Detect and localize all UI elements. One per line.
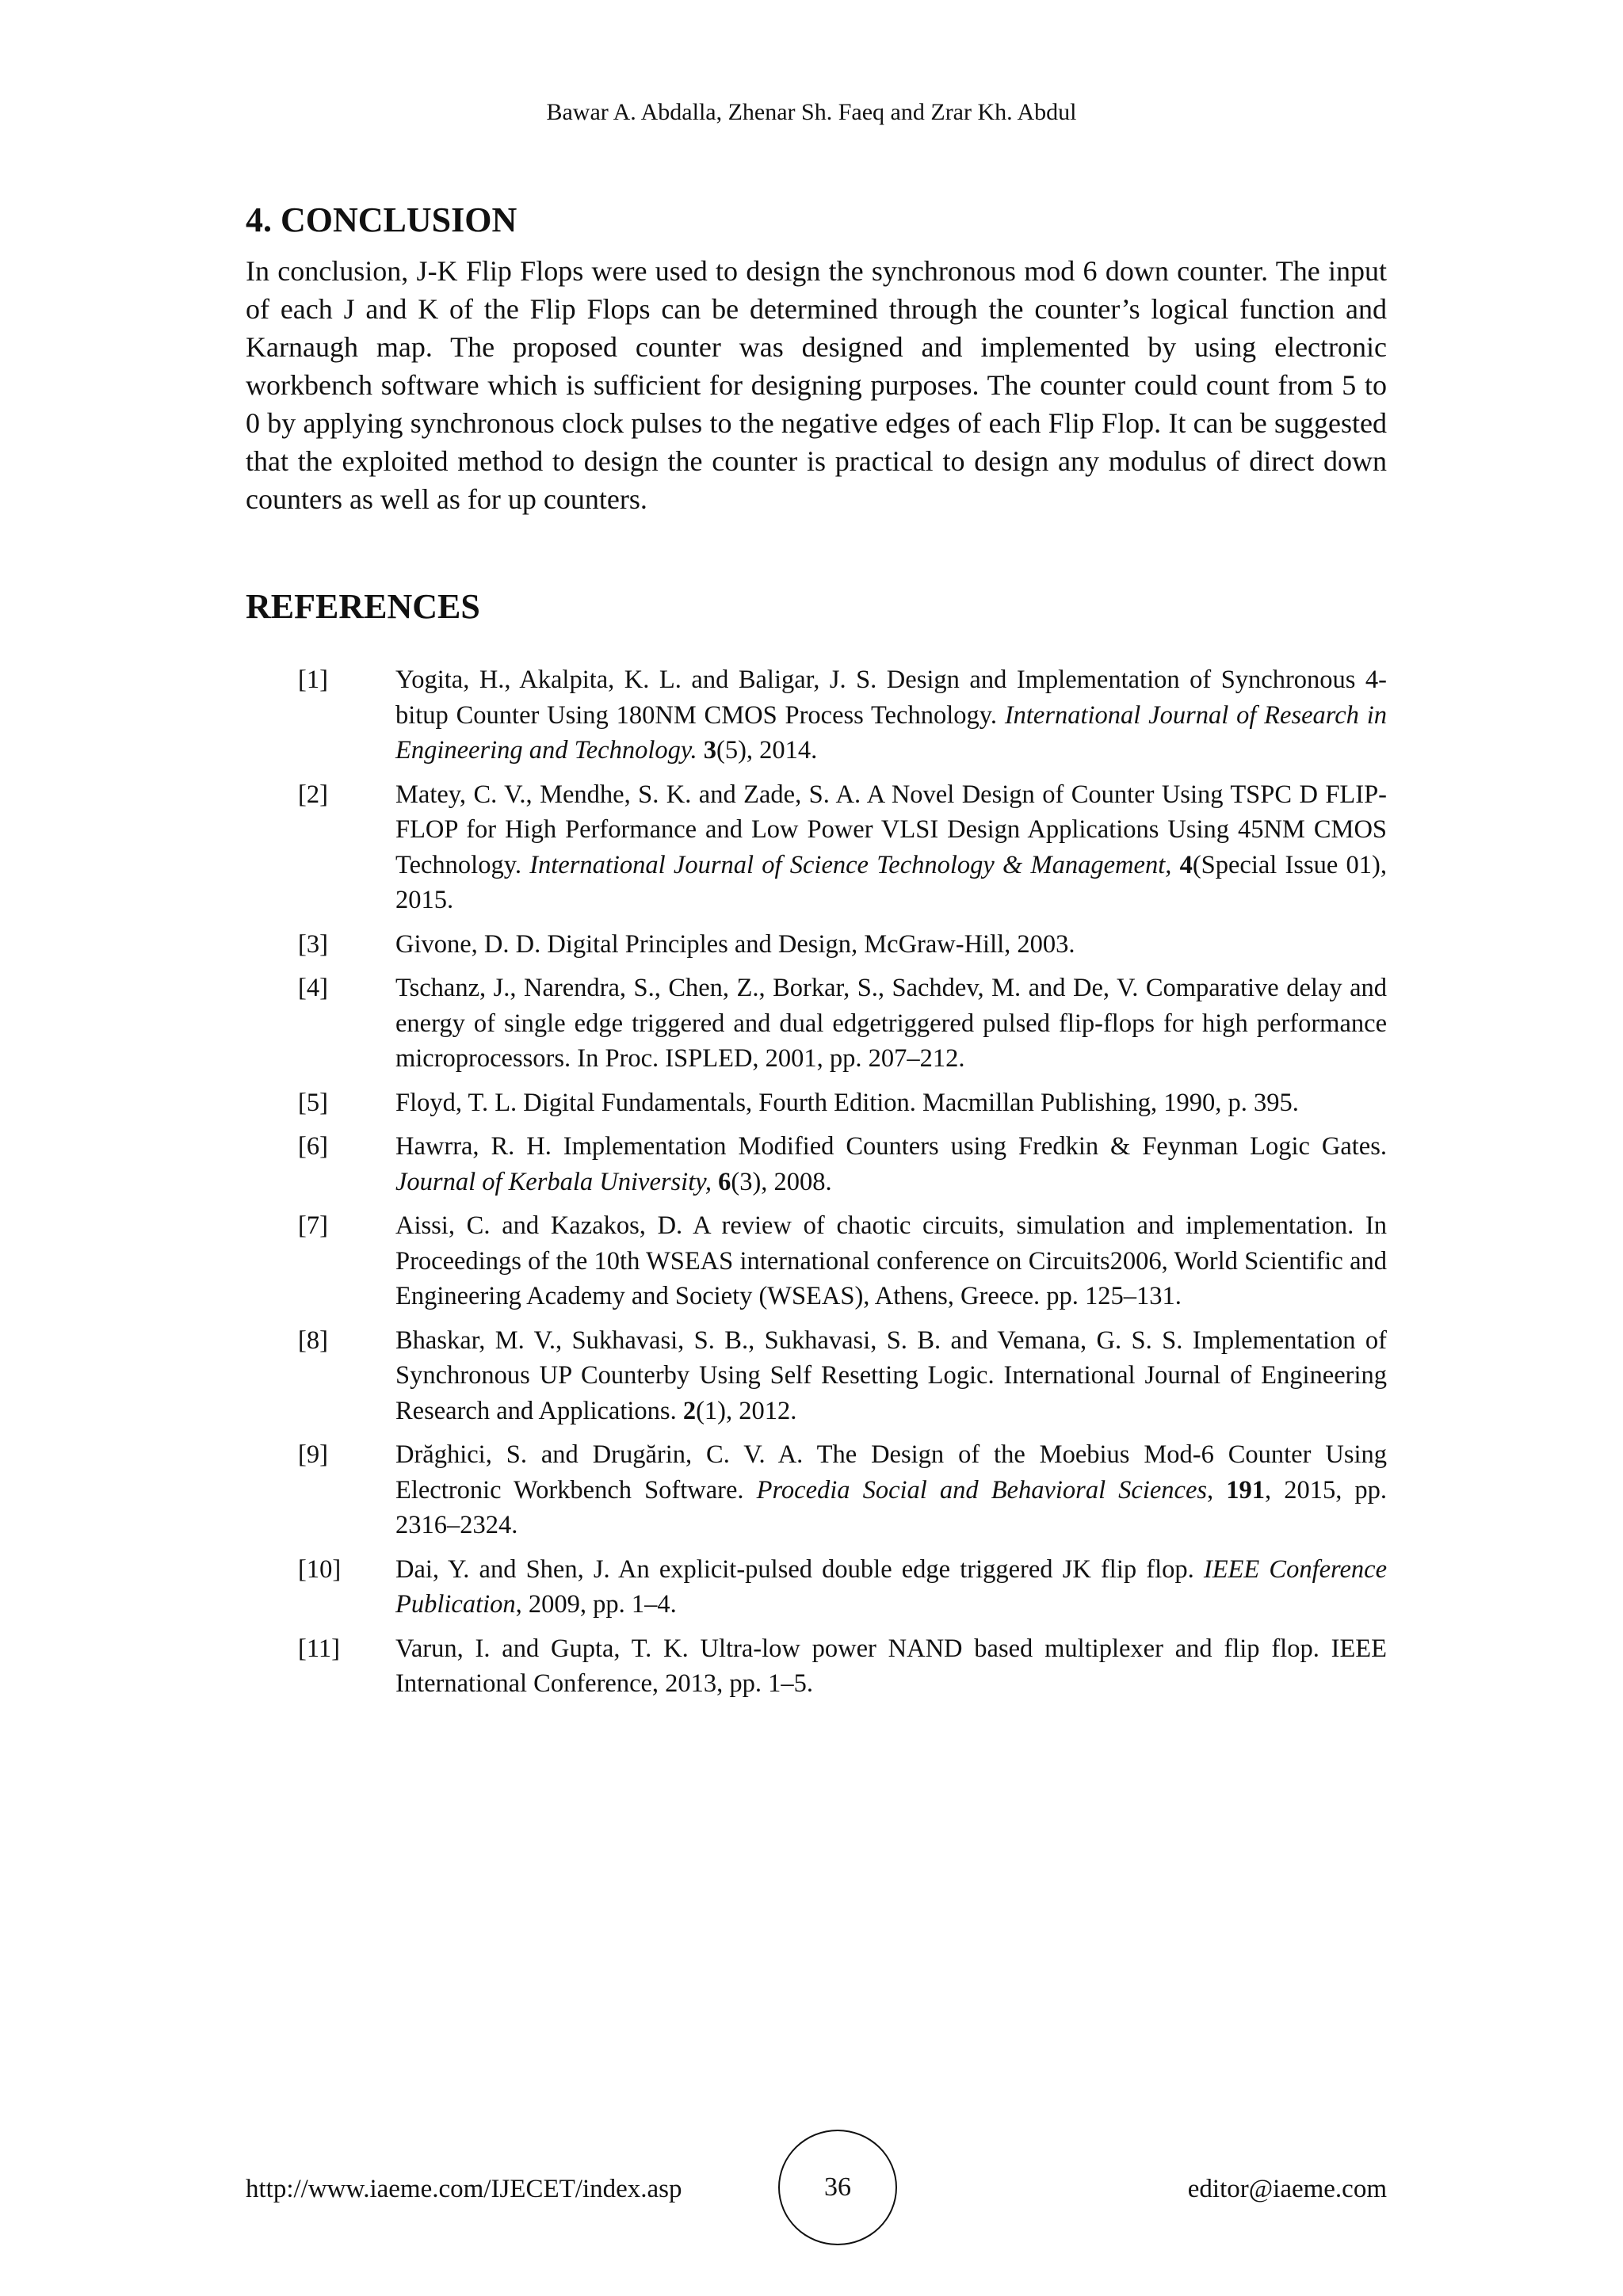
reference-text-segment: [1171, 851, 1179, 879]
reference-text-segment: Procedia Social and Behavioral Sciences: [756, 1475, 1208, 1505]
reference-text: [395, 1323, 1387, 1429]
reference-text-segment: Journal of Kerbala University,: [395, 1167, 712, 1196]
conclusion-paragraph: In conclusion, J-K Flip Flops were used to design the synchronous mod 6 down counter. The input of each J and K of the Flip Flops can be determined through the counter’s logical function and Karnaugh map. The proposed counter was designed and implemented by using electronic workbench software which is sufficient for designing purposes. The counter could count from 5 to 0 by applying synchronous clock pulses to the negative edges of each Flip Flop. It can be suggested that the exploited method to design the counter is practical to design any modulus of direct down counters as well as for up counters.: [246, 255, 1387, 515]
reference-text: [395, 927, 1387, 963]
page-number: 36: [778, 2130, 897, 2245]
reference-text-segment: IEEE Conference Publication: [395, 1554, 1387, 1619]
reference-number: [4]: [298, 974, 328, 1002]
reference-item: [246, 1323, 1387, 1429]
reference-item: [246, 1437, 1387, 1543]
reference-item: [246, 927, 1387, 963]
running-header: Bawar A. Abdalla, Zhenar Sh. Faeq and Zrar Kh. Abdul: [546, 99, 1077, 125]
reference-text: [395, 662, 1387, 769]
reference-text-segment: International Journal of Science Technology & Management,: [529, 850, 1172, 879]
reference-number: [1]: [298, 666, 328, 694]
reference-number: [11]: [298, 1634, 340, 1663]
reference-text: [395, 971, 1387, 1077]
reference-text-segment: Givone, D. D. Digital Principles and Design: [395, 929, 851, 959]
reference-item: [246, 662, 1387, 769]
reference-item: [246, 1631, 1387, 1702]
reference-text-segment: Tschanz, J., Narendra, S., Chen, Z., Borkar, S., Sachdev, M. and De, V. Comparative delay and energy of single edge triggered and dual edgetriggered pulsed flip-flops for high performance microprocessors. In Proc. ISPLED, 2001, pp. 207–212.: [395, 974, 1387, 1073]
reference-text: [395, 1085, 1387, 1121]
reference-text-segment: Bhaskar, M. V., Sukhavasi, S. B., Sukhavasi, S. B. and Vemana, G. S. S. Implementation of Synchronous UP Counterby Using Self Resetting Logic. International Journal of Engineering Research and Applications.: [395, 1325, 1387, 1425]
reference-text-segment: 3: [703, 736, 717, 765]
reference-item: [246, 1085, 1387, 1121]
reference-text: [395, 1552, 1387, 1623]
reference-number: [10]: [298, 1554, 342, 1584]
reference-text-segment: Aissi, C. and Kazakos, D. A review of chaotic circuits, simulation and implementation. In Proceedings of the 10th WSEAS international conference on Circuits2006, World Scientific and Engineering Academy and Society (WSEAS), Athens, Greece. pp. 125–131.: [395, 1211, 1387, 1310]
reference-number: [2]: [298, 780, 328, 809]
reference-text-segment: 2: [682, 1396, 697, 1425]
conclusion-heading: 4. CONCLUSION: [246, 200, 517, 239]
reference-text: [395, 777, 1387, 918]
reference-text: [395, 1208, 1387, 1314]
references-heading: REFERENCES: [246, 587, 480, 626]
reference-text-segment: Floyd, T. L. Digital Fundamentals, Fourth Edition. Macmillan Publishing, 1990, p. 395.: [395, 1088, 1299, 1117]
reference-text-segment: (5), 2014.: [716, 736, 818, 765]
reference-text: [395, 1437, 1387, 1543]
reference-number: [8]: [298, 1325, 328, 1355]
reference-text-segment: 6: [718, 1167, 731, 1196]
reference-text-segment: , 2009, pp. 1–4.: [515, 1590, 677, 1619]
reference-text-segment: McGraw-Hill, 2003.: [857, 929, 1075, 959]
footer-email-link[interactable]: editor@iaeme.com: [1187, 2175, 1387, 2203]
reference-item: [246, 777, 1387, 918]
reference-item: [246, 971, 1387, 1077]
reference-text-segment: (Special Issue 01), 2015.: [395, 850, 1387, 914]
reference-text-segment: [697, 736, 704, 765]
reference-number: [7]: [298, 1211, 328, 1240]
reference-text-segment: Dai, Y. and Shen, J. An explicit-pulsed double edge triggered JK flip flop.: [395, 1554, 1204, 1584]
reference-text-segment: ,: [851, 929, 858, 959]
reference-item: [246, 1208, 1387, 1314]
reference-text-segment: 4: [1179, 850, 1193, 879]
footer-url-link[interactable]: http://www.iaeme.com/IJECET/index.asp: [246, 2175, 682, 2203]
reference-text: [395, 1631, 1387, 1702]
reference-text-segment: International Journal of Research in Engineering and Technology.: [395, 700, 1387, 765]
reference-text-segment: (3), 2008.: [731, 1167, 832, 1196]
reference-text-segment: Hawrra, R. H. Implementation Modified Counters using Fredkin & Feynman Logic Gates.: [395, 1132, 1387, 1161]
reference-text: [395, 1129, 1387, 1199]
reference-item: [246, 1129, 1387, 1199]
reference-text-segment: Varun, I. and Gupta, T. K. Ultra-low power NAND based multiplexer and flip flop. IEEE International Conference, 2013, pp. 1–5.: [395, 1634, 1387, 1698]
reference-item: [246, 1552, 1387, 1623]
reference-list: [246, 662, 1387, 1711]
reference-text-segment: 191: [1226, 1475, 1265, 1505]
reference-text-segment: Drăghici, S. and Drugărin, C. V. A. The Design of the Moebius Mod-6 Counter Using Electronic Workbench Software.: [395, 1440, 1387, 1505]
reference-text-segment: Matey, C. V., Mendhe, S. K. and Zade, S. A. A Novel Design of Counter Using TSPC D FLIP-FLOP for High Performance and Low Power VLSI Design Applications Using 45NM CMOS Technology.: [395, 780, 1387, 879]
reference-number: [6]: [298, 1132, 328, 1161]
reference-number: [3]: [298, 929, 328, 959]
reference-text-segment: , 2015, pp. 2316–2324.: [395, 1475, 1388, 1539]
reference-number: [9]: [298, 1440, 328, 1469]
reference-text-segment: Yogita, H., Akalpita, K. L. and Baligar, J. S. Design and Implementation of Synchronous 4-bitup Counter Using 180NM CMOS Process Technology.: [395, 666, 1387, 730]
reference-text-segment: ,: [1207, 1475, 1227, 1505]
reference-text-segment: [712, 1168, 718, 1196]
reference-text-segment: (1), 2012.: [696, 1396, 797, 1425]
reference-number: [5]: [298, 1088, 328, 1117]
